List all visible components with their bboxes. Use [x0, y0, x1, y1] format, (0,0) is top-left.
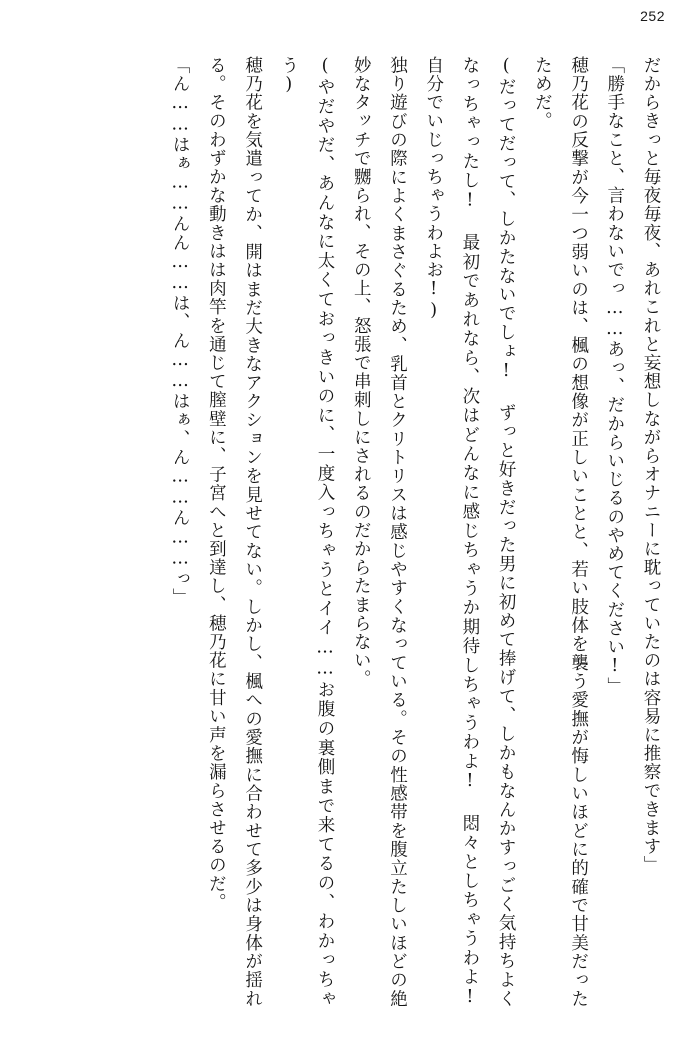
paragraph: (やだやだ、あんなに太くておっきいのに、一度入っちゃうとイイ……お腹の裏側まで来てるの、わかっちゃう): [278, 56, 336, 1008]
paragraph: だからきっと毎夜毎夜、あれこれと妄想しながらオナニーに耽っていたのは容易に推察できます」: [641, 56, 661, 875]
paragraph: 「ん……はぁ……んん……は、ん……はぁ、ん……ん……っ」: [170, 56, 191, 607]
paragraph: 「勝手なこと、言わないでっ……あっ、だからいじるのやめてください!」: [604, 56, 625, 696]
paragraph: 穂乃花を気遣ってか、開はまだ大きなアクションを見せてない。しかし、楓への愛撫に合わせて多少は身体が揺れる。そのわずかな動きはは肉竿を通じて膣壁に、子宮へと到達し、穂乃花に甘い声を漏らさせるのだ。: [206, 56, 263, 1008]
page-body-text: [28, 56, 669, 1008]
paragraph: (だってだって、しかたないでしょ! ずっと好きだった男に初めて捧げて、しかもなんかすっごく気持ちよくなっちゃったし! 最初であれなら、次はどんなに感じちゃうか期待しちゃうわよ! 悶々としちゃうわよ! 自分でいじっちゃうわよお!): [423, 56, 517, 1008]
page-number: 252: [640, 8, 665, 24]
paragraph: 独り遊びの際によくまさぐるため、乳首とクリトリスは感じやすくなっている。その性感帯を腹立たしいほどの絶妙なタッチで嬲られ、その上、怒張で串刺しにされるのだからたまらない。: [351, 56, 408, 1008]
paragraph: 穂乃花の反撃が今一つ弱いのは、楓の想像が正しいことと、若い肢体を襲う愛撫が悔しいほどに的確で甘美だったためだ。: [532, 56, 589, 1008]
